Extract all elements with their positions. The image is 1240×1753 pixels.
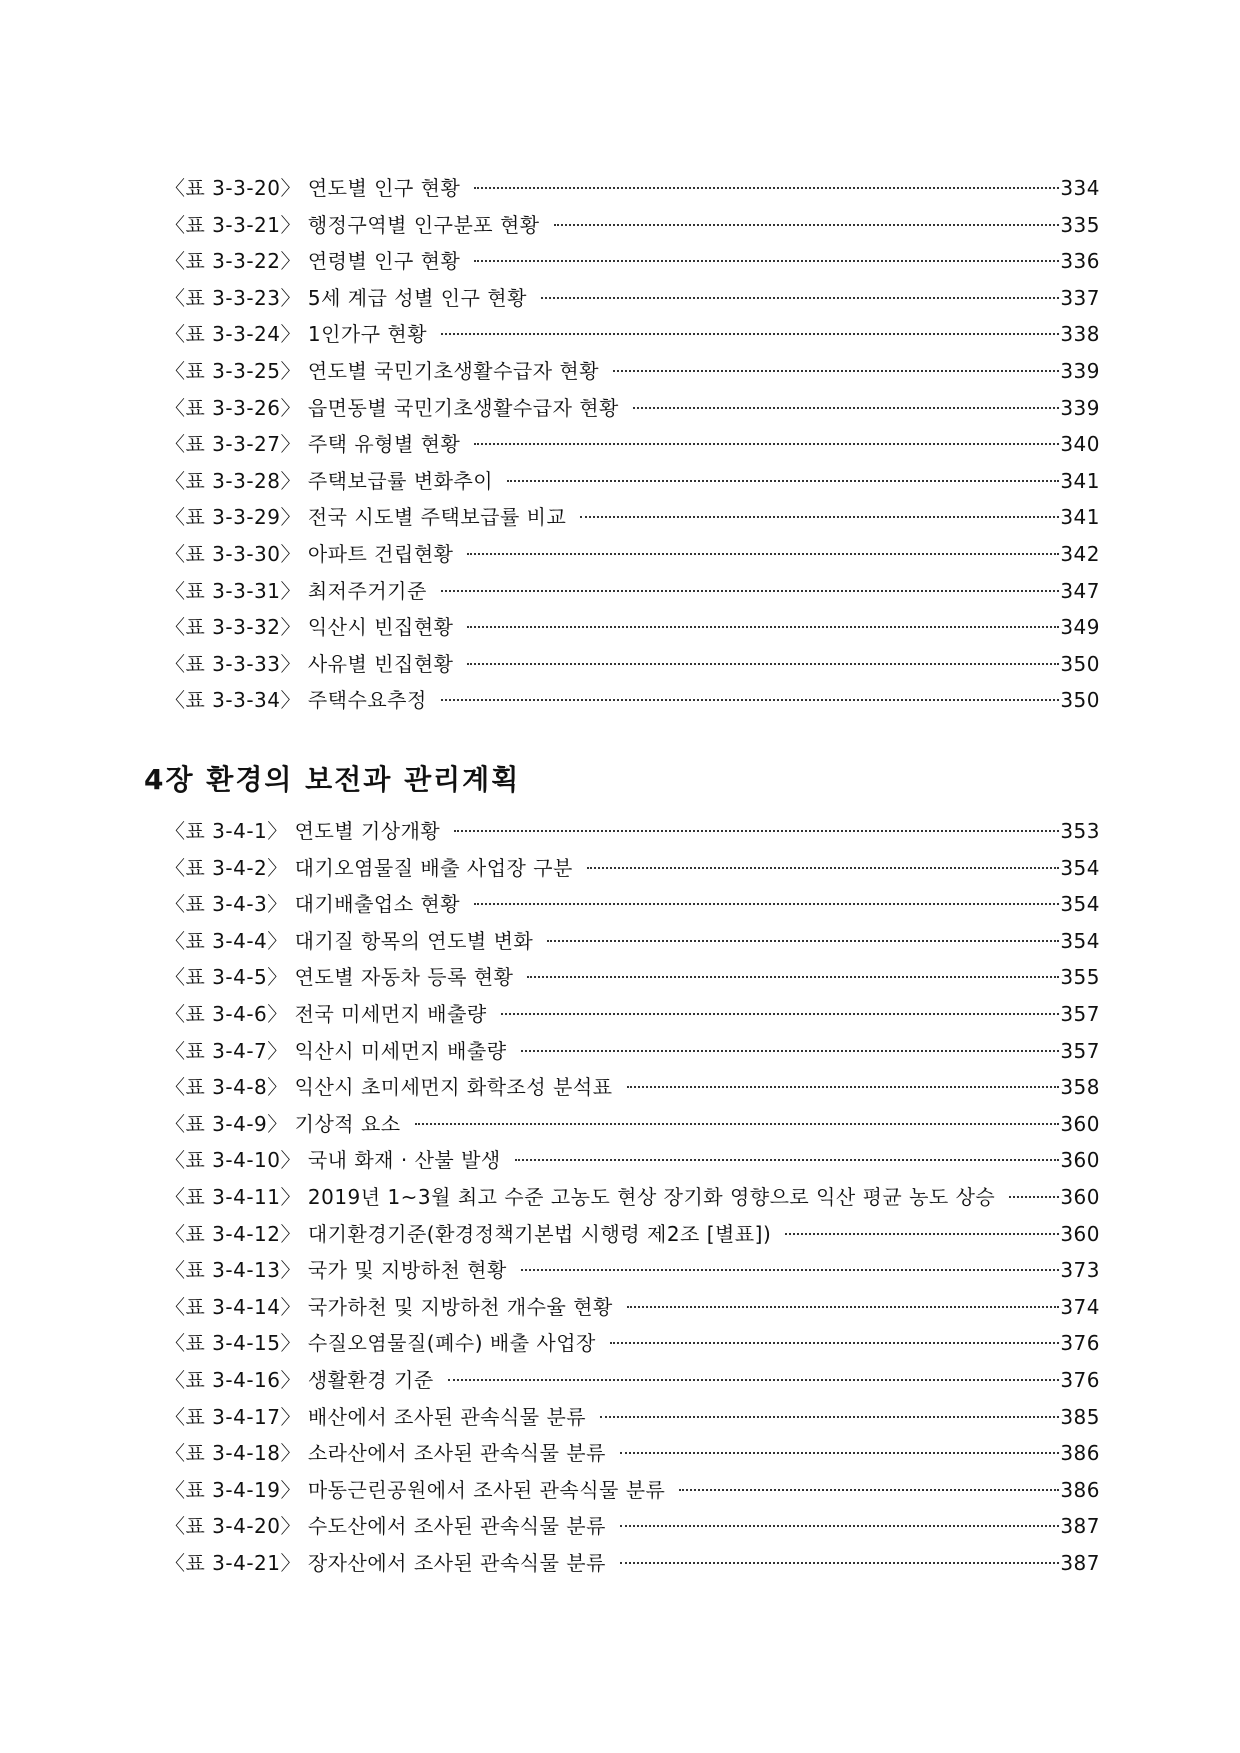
toc-entry[interactable]	[165, 1071, 1100, 1108]
toc-entry-label: 〈표 3-3-23〉 5세 계급 성별 인구 현황	[165, 285, 527, 310]
toc-leader-dots	[613, 370, 1059, 372]
toc-leader-dots	[600, 1416, 1059, 1418]
toc-entry[interactable]	[165, 318, 1100, 355]
toc-entry-label: 〈표 3-4-5〉 연도별 자동차 등록 현황	[165, 965, 514, 990]
toc-entry-page-number: 338	[1060, 322, 1100, 347]
toc-entry-label: 〈표 3-4-11〉 2019년 1~3월 최고 수준 고농도 현상 장기화 영향으로 익산 평균 농도 상승	[165, 1184, 996, 1209]
toc-entry-label: 〈표 3-4-3〉 대기배출업소 현황	[165, 892, 461, 917]
toc-leader-dots	[467, 553, 1059, 555]
toc-entry[interactable]	[165, 465, 1100, 502]
toc-entry-label: 〈표 3-3-29〉 전국 시도별 주택보급률 비교	[165, 505, 567, 530]
toc-leader-dots	[1009, 1196, 1059, 1198]
toc-entry-label: 〈표 3-3-20〉 연도별 인구 현황	[165, 176, 461, 200]
toc-entry-label: 〈표 3-4-16〉 생활환경 기준	[165, 1367, 434, 1392]
toc-leader-dots	[474, 903, 1059, 905]
toc-entry-page-number: 339	[1060, 395, 1100, 420]
toc-entry[interactable]	[165, 998, 1100, 1035]
toc-entry-page-number: 373	[1060, 1258, 1100, 1283]
toc-leader-dots	[633, 407, 1059, 409]
toc-entry-label: 〈표 3-4-2〉 대기오염물질 배출 사업장 구분	[165, 855, 573, 880]
toc-leader-dots	[507, 480, 1059, 482]
toc-entry[interactable]	[165, 1474, 1100, 1511]
chapter-heading: 4장 환경의 보전과 관리계획	[144, 763, 521, 796]
toc-entry-page-number: 386	[1060, 1477, 1100, 1502]
toc-entry[interactable]	[165, 501, 1100, 538]
toc-entry[interactable]	[165, 1144, 1100, 1181]
toc-leader-dots	[554, 224, 1060, 226]
toc-entry[interactable]	[165, 888, 1100, 925]
toc-leader-dots	[441, 590, 1060, 592]
toc-leader-dots	[441, 333, 1059, 335]
toc-leader-dots	[547, 940, 1059, 942]
toc-entry-label: 〈표 3-4-10〉 국내 화재 · 산불 발생	[165, 1148, 501, 1173]
toc-leader-dots	[620, 1525, 1059, 1527]
toc-entry-page-number: 354	[1060, 928, 1100, 953]
toc-entry[interactable]	[165, 1291, 1100, 1328]
toc-entry-page-number: 354	[1060, 892, 1100, 917]
toc-entry[interactable]	[165, 245, 1100, 282]
toc-entry-label: 〈표 3-4-9〉 기상적 요소	[165, 1111, 401, 1136]
toc-entry-label: 〈표 3-4-13〉 국가 및 지방하천 현황	[165, 1258, 507, 1283]
toc-entry-label: 〈표 3-3-24〉 1인가구 현황	[165, 322, 428, 347]
toc-entry-label: 〈표 3-4-12〉 대기환경기준(환경정책기본법 시행령 제2조 [별표])	[165, 1221, 772, 1246]
toc-entry[interactable]	[165, 1327, 1100, 1364]
toc-list-section-3-3	[165, 172, 1100, 721]
toc-entry-label: 〈표 3-4-21〉 장자산에서 조사된 관속식물 분류	[165, 1550, 606, 1575]
toc-entry[interactable]	[165, 961, 1100, 998]
toc-leader-dots	[501, 1013, 1060, 1015]
toc-entry-page-number: 376	[1060, 1331, 1100, 1356]
toc-entry-page-number: 355	[1060, 965, 1100, 990]
toc-entry-page-number: 357	[1060, 1038, 1100, 1063]
toc-entry-page-number: 335	[1060, 212, 1100, 237]
toc-leader-dots	[474, 187, 1059, 189]
toc-entry-page-number: 360	[1060, 1111, 1100, 1136]
toc-entry-page-number: 347	[1060, 578, 1100, 603]
toc-entry[interactable]	[165, 282, 1100, 319]
toc-entry[interactable]	[165, 1218, 1100, 1255]
toc-entry[interactable]	[165, 1108, 1100, 1145]
toc-leader-dots	[679, 1489, 1059, 1491]
toc-entry-label: 〈표 3-4-17〉 배산에서 조사된 관속식물 분류	[165, 1404, 587, 1429]
toc-leader-dots	[620, 1452, 1059, 1454]
toc-entry-label: 〈표 3-4-18〉 소라산에서 조사된 관속식물 분류	[165, 1441, 606, 1466]
toc-entry-label: 〈표 3-4-4〉 대기질 항목의 연도별 변화	[165, 928, 534, 953]
toc-leader-dots	[527, 976, 1059, 978]
toc-entry[interactable]	[165, 1401, 1100, 1438]
toc-entry-page-number: 357	[1060, 1001, 1100, 1026]
toc-entry-page-number: 339	[1060, 358, 1100, 383]
toc-entry-label: 〈표 3-3-27〉 주택 유형별 현황	[165, 432, 461, 457]
toc-entry-page-number: 340	[1060, 432, 1100, 457]
toc-entry-label: 〈표 3-3-21〉 행정구역별 인구분포 현황	[165, 212, 540, 237]
toc-entry[interactable]	[165, 648, 1100, 685]
toc-entry-page-number: 385	[1060, 1404, 1100, 1429]
toc-entry-page-number: 341	[1060, 505, 1100, 530]
toc-entry[interactable]	[165, 428, 1100, 465]
toc-entry-label: 〈표 3-3-28〉 주택보급률 변화추이	[165, 468, 494, 493]
toc-entry[interactable]	[165, 538, 1100, 575]
toc-entry-page-number: 353	[1060, 819, 1100, 843]
toc-entry-label: 〈표 3-3-22〉 연령별 인구 현황	[165, 249, 461, 274]
toc-entry-label: 〈표 3-3-30〉 아파트 건립현황	[165, 541, 454, 566]
toc-entry[interactable]	[165, 1547, 1100, 1584]
toc-leader-dots	[515, 1159, 1060, 1161]
toc-entry-page-number: 349	[1060, 615, 1100, 640]
toc-entry-page-number: 350	[1060, 688, 1100, 713]
toc-entry-label: 〈표 3-3-32〉 익산시 빈집현황	[165, 615, 454, 640]
toc-entry-page-number: 337	[1060, 285, 1100, 310]
toc-leader-dots	[415, 1123, 1060, 1125]
toc-entry[interactable]	[165, 392, 1100, 429]
toc-entry-page-number: 360	[1060, 1221, 1100, 1246]
toc-leader-dots	[467, 663, 1059, 665]
toc-leader-dots	[580, 516, 1059, 518]
toc-entry-label: 〈표 3-4-20〉 수도산에서 조사된 관속식물 분류	[165, 1514, 606, 1539]
toc-entry-page-number: 387	[1060, 1550, 1100, 1575]
toc-leader-dots	[467, 626, 1059, 628]
toc-leader-dots	[620, 1562, 1059, 1564]
toc-entry[interactable]	[165, 1254, 1100, 1291]
toc-leader-dots	[521, 1269, 1059, 1271]
toc-entry[interactable]	[165, 815, 1100, 852]
toc-leader-dots	[521, 1050, 1060, 1052]
toc-leader-dots	[785, 1233, 1059, 1235]
toc-entry-page-number: 334	[1060, 176, 1100, 200]
toc-entry-page-number: 336	[1060, 249, 1100, 274]
toc-entry[interactable]	[165, 172, 1100, 209]
toc-leader-dots	[474, 443, 1059, 445]
toc-entry-page-number: 387	[1060, 1514, 1100, 1539]
toc-entry-page-number: 360	[1060, 1184, 1100, 1209]
toc-entry[interactable]	[165, 684, 1100, 721]
toc-entry-label: 〈표 3-4-7〉 익산시 미세먼지 배출량	[165, 1038, 507, 1063]
toc-entry[interactable]	[165, 925, 1100, 962]
toc-leader-dots	[448, 1379, 1060, 1381]
toc-entry[interactable]	[165, 1437, 1100, 1474]
toc-leader-dots	[441, 699, 1060, 701]
toc-entry-label: 〈표 3-4-8〉 익산시 초미세먼지 화학조성 분석표	[165, 1075, 613, 1100]
toc-leader-dots	[627, 1306, 1060, 1308]
toc-entry-page-number: 350	[1060, 651, 1100, 676]
toc-entry-page-number: 374	[1060, 1294, 1100, 1319]
toc-leader-dots	[474, 260, 1059, 262]
toc-entry-page-number: 342	[1060, 541, 1100, 566]
toc-entry[interactable]	[165, 209, 1100, 246]
toc-entry[interactable]	[165, 355, 1100, 392]
toc-entry-page-number: 354	[1060, 855, 1100, 880]
toc-list-chapter-4	[165, 815, 1100, 1583]
toc-leader-dots	[627, 1086, 1060, 1088]
toc-entry-page-number: 341	[1060, 468, 1100, 493]
toc-leader-dots	[587, 867, 1059, 869]
toc-entry[interactable]	[165, 852, 1100, 889]
toc-entry-label: 〈표 3-3-31〉 최저주거기준	[165, 578, 427, 603]
toc-entry[interactable]	[165, 1035, 1100, 1072]
toc-entry-page-number: 358	[1060, 1075, 1100, 1100]
toc-entry-label: 〈표 3-4-14〉 국가하천 및 지방하천 개수율 현황	[165, 1294, 613, 1319]
toc-entry-label: 〈표 3-4-1〉 연도별 기상개황	[165, 819, 441, 843]
toc-entry-label: 〈표 3-4-6〉 전국 미세먼지 배출량	[165, 1001, 487, 1026]
toc-entry-label: 〈표 3-4-19〉 마동근린공원에서 조사된 관속식물 분류	[165, 1477, 666, 1502]
toc-leader-dots	[454, 830, 1059, 832]
toc-entry[interactable]	[165, 611, 1100, 648]
toc-entry-page-number: 376	[1060, 1367, 1100, 1392]
toc-entry-label: 〈표 3-3-25〉 연도별 국민기초생활수급자 현황	[165, 358, 600, 383]
toc-entry-label: 〈표 3-3-33〉 사유별 빈집현황	[165, 651, 454, 676]
toc-leader-dots	[541, 297, 1059, 299]
toc-entry-label: 〈표 3-4-15〉 수질오염물질(폐수) 배출 사업장	[165, 1331, 596, 1356]
toc-entry[interactable]	[165, 575, 1100, 612]
toc-entry-label: 〈표 3-3-34〉 주택수요추정	[165, 688, 427, 713]
toc-entry[interactable]	[165, 1181, 1100, 1218]
toc-entry-page-number: 360	[1060, 1148, 1100, 1173]
toc-entry[interactable]	[165, 1510, 1100, 1547]
toc-leader-dots	[610, 1342, 1059, 1344]
toc-entry-label: 〈표 3-3-26〉 읍면동별 국민기초생활수급자 현황	[165, 395, 619, 420]
toc-entry[interactable]	[165, 1364, 1100, 1401]
toc-entry-page-number: 386	[1060, 1441, 1100, 1466]
